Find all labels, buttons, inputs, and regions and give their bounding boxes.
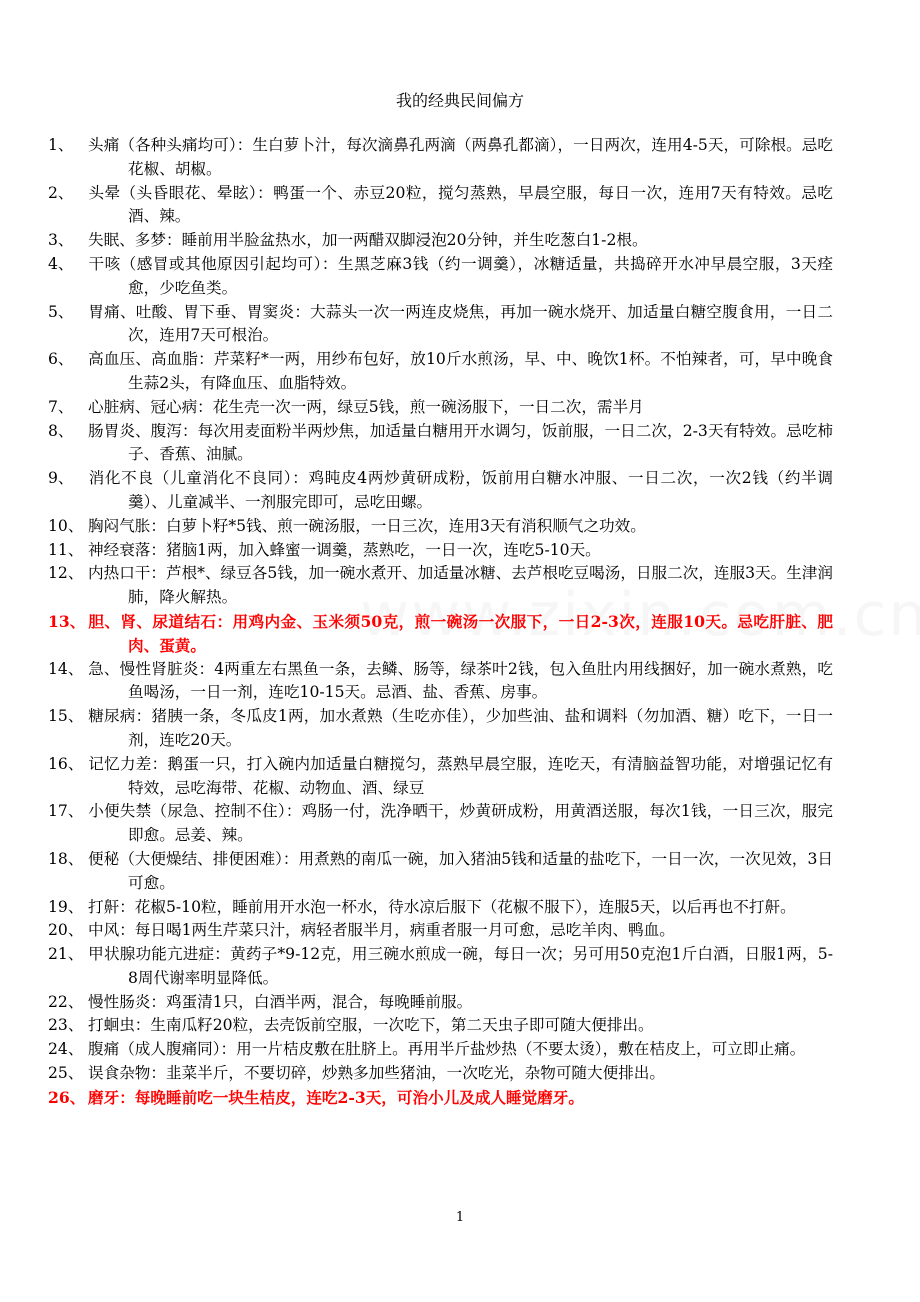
remedy-entry: 4、 干咳（感冒或其他原因引起均可）：生黑芝麻3钱（约一调羹），冰糖适量，共捣碎开水冲早晨空服，3天痊愈，少吃鱼类。: [48, 254, 833, 297]
entry-text: 胸闷气胀：白萝卜籽*5钱、煎一碗汤服，一日三次，连用3天有消积顺气之功效。: [88, 516, 646, 535]
remedy-entry: 23、 打蛔虫：生南瓜籽20粒，去壳饭前空服，一次吃下，第二天虫子即可随大便排出。: [48, 1016, 654, 1035]
remedy-entry: 2、 头晕（头昏眼花、晕眩）：鸭蛋一个、赤豆20粒，搅匀蒸熟，早晨空服，每日一次，连用7天有特效。忌吃酒、辣。: [48, 183, 833, 226]
remedy-entry: 9、 消化不良（儿童消化不良同）：鸡盹皮4两炒黄研成粉，饭前用白糖水冲服、一日二次，一次2钱（约半调羹）、儿童减半、一剂服完即可，忌吃田螺。: [48, 469, 833, 511]
entry-text: 失眠、多梦：睡前用半脸盆热水，加一两醋双脚浸泡20分钟，并生吃葱白1-2根。: [88, 231, 648, 250]
entry-text: 急、慢性肾脏炎：4两重左右黑鱼一条，去鳞、肠等，绿茶叶2钱，包入鱼肚内用线捆好，加一碗水煮熟，吃鱼喝汤，一日一剂，连吃10-15天。忌酒、盐、香蕉、房事。: [88, 659, 833, 702]
remedy-entry: 14、 急、慢性肾脏炎：4两重左右黑鱼一条，去鳞、肠等，绿茶叶2钱，包入鱼肚内用线捆好，加一碗水煮熟，吃鱼喝汤，一日一剂，连吃10-15天。忌酒、盐、香蕉、房事。: [48, 659, 833, 702]
entry-text: 慢性肠炎：鸡蛋清1只，白酒半两，混合，每晚睡前服。: [88, 992, 473, 1011]
entry-text: 打蛔虫：生南瓜籽20粒，去壳饭前空服，一次吃下，第二天虫子即可随大便排出。: [88, 1016, 654, 1035]
entry-text: 头晕（头昏眼花、晕眩）：鸭蛋一个、赤豆20粒，搅匀蒸熟，早晨空服，每日一次，连用7天有特效。忌吃酒、辣。: [88, 183, 833, 226]
remedy-entry: 21、 甲状腺功能亢进症：黄药子*9-12克，用三碗水煎成一碗，每日一次；另可用50克泡1斤白酒，日服1两，5-8周代谢率明显降低。: [48, 945, 833, 987]
remedy-entry: 1、 头痛（各种头痛均可）：生白萝卜汁，每次滴鼻孔两滴（两鼻孔都滴），一日两次，连用4-5天，可除根。忌吃花椒、胡椒。: [48, 136, 833, 178]
remedy-entry: 18、 便秘（大便燥结、排便困难）：用煮熟的南瓜一碗，加入猪油5钱和适量的盐吃下，一日一次，一次见效，3日可愈。: [48, 849, 833, 892]
remedy-entry: 19、 打鼾：花椒5-10粒，睡前用开水泡一杯水，待水凉后服下（花椒不服下），连服5天，以后再也不打鼾。: [48, 897, 796, 916]
remedy-entry: 8、 肠胃炎、腹泻：每次用麦面粉半两炒焦，加适量白糖用开水调匀，饭前服，一日二次，2-3天有特效。忌吃柿子、香蕉、油腻。: [48, 421, 833, 464]
remedy-entry: 26、 磨牙：每晚睡前吃一块生桔皮，连吃2-3天，可治小儿及成人睡觉磨牙。: [48, 1087, 584, 1107]
entry-text: 误食杂物：韭菜半斤，不要切碎，炒熟多加些猪油，一次吃光，杂物可随大便排出。: [88, 1064, 665, 1083]
entry-text: 腹痛（成人腹痛同）：用一片桔皮敷在肚脐上。再用半斤盐炒热（不要太烫），敷在桔皮上，可立即止痛。: [88, 1040, 806, 1059]
entry-text: 便秘（大便燥结、排便困难）：用煮熟的南瓜一碗，加入猪油5钱和适量的盐吃下，一日一次，一次见效，3日可愈。: [88, 849, 833, 892]
entry-text: 内热口干：芦根*、绿豆各5钱，加一碗水煮开、加适量冰糖、去芦根吃豆喝汤，日服二次，连服3天。生津润肺，降火解热。: [88, 564, 833, 607]
remedy-entry: 12、 内热口干：芦根*、绿豆各5钱，加一碗水煮开、加适量冰糖、去芦根吃豆喝汤，日服二次，连服3天。生津润肺，降火解热。: [48, 564, 833, 607]
page-title: 我的经典民间偏方: [395, 91, 524, 110]
remedy-entry: 11、 神经衰落：猪脑1两，加入蜂蜜一调羹，蒸熟吃，一日一次，连吃5-10天。: [48, 540, 601, 559]
entry-text: 甲状腺功能亢进症：黄药子*9-12克，用三碗水煎成一碗，每日一次；另可用50克泡1斤白酒，日服1两，5-8周代谢率明显降低。: [88, 945, 833, 987]
entry-text: 糖尿病：猪胰一条，冬瓜皮1两，加水煮熟（生吃亦佳），少加些油、盐和调料（勿加酒、糖）吃下，一日一剂，连吃20天。: [88, 707, 833, 749]
entry-text: 胆、肾、尿道结石：用鸡内金、玉米须50克，煎一碗汤一次服下，一日2-3次，连服10天。忌吃肝脏、肥肉、蛋黄。: [88, 611, 833, 655]
entry-text: 高血压、高血脂：芹菜籽*一两，用纱布包好，放10斤水煎汤，早、中、晚饮1杯。不怕辣者，可，早中晚食生蒜2头，有降血压、血脂特效。: [88, 350, 833, 392]
entry-text: 干咳（感冒或其他原因引起均可）：生黑芝麻3钱（约一调羹），冰糖适量，共捣碎开水冲早晨空服，3天痊愈，少吃鱼类。: [88, 254, 833, 297]
remedy-entry: 6、 高血压、高血脂：芹菜籽*一两，用纱布包好，放10斤水煎汤，早、中、晚饮1杯。不怕辣者，可，早中晚食生蒜2头，有降血压、血脂特效。: [48, 350, 833, 392]
remedy-entry: 22、 慢性肠炎：鸡蛋清1只，白酒半两，混合，每晚睡前服。: [48, 992, 473, 1011]
remedy-entry: 5、 胃痛、吐酸、胃下垂、胃窦炎：大蒜头一次一两连皮烧焦，再加一碗水烧开、加适量白糖空腹食用，一日二次，连用7天可根治。: [48, 302, 833, 345]
remedy-entry: 17、 小便失禁（尿急、控制不住）：鸡肠一付，洗净晒干，炒黄研成粉，用黄酒送服，每次1钱，一日三次，服完即愈。忌姜、辣。: [48, 802, 833, 845]
entry-text: 记忆力差：鹅蛋一只，打入碗内加适量白糖搅匀，蒸熟早晨空服，连吃天，有清脑益智功能，对增强记忆有特效，忌吃海带、花椒、动物血、酒、绿豆: [88, 754, 833, 797]
remedy-entry: 3、 失眠、多梦：睡前用半脸盆热水，加一两醋双脚浸泡20分钟，并生吃葱白1-2根。: [48, 231, 648, 250]
entry-text: 小便失禁（尿急、控制不住）：鸡肠一付，洗净晒干，炒黄研成粉，用黄酒送服，每次1钱，一日三次，服完即愈。忌姜、辣。: [88, 802, 833, 845]
entry-text: 胃痛、吐酸、胃下垂、胃窦炎：大蒜头一次一两连皮烧焦，再加一碗水烧开、加适量白糖空腹食用，一日二次，连用7天可根治。: [88, 302, 833, 345]
entry-text: 神经衰落：猪脑1两，加入蜂蜜一调羹，蒸熟吃，一日一次，连吃5-10天。: [88, 540, 601, 559]
entry-text: 中风：每日喝1两生芹菜只汁，病轻者服半月，病重者服一月可愈，忌吃羊肉、鸭血。: [88, 921, 675, 940]
entry-text: 消化不良（儿童消化不良同）：鸡盹皮4两炒黄研成粉，饭前用白糖水冲服、一日二次，一次2钱（约半调羹）、儿童减半、一剂服完即可，忌吃田螺。: [88, 469, 833, 511]
remedy-entry: 16、 记忆力差：鹅蛋一只，打入碗内加适量白糖搅匀，蒸熟早晨空服，连吃天，有清脑益智功能，对增强记忆有特效，忌吃海带、花椒、动物血、酒、绿豆: [48, 754, 833, 797]
remedy-entry: 13、 胆、肾、尿道结石：用鸡内金、玉米须50克，煎一碗汤一次服下，一日2-3次，连服10天。忌吃肝脏、肥肉、蛋黄。: [48, 611, 833, 655]
remedy-entry: 15、 糖尿病：猪胰一条，冬瓜皮1两，加水煮熟（生吃亦佳），少加些油、盐和调料（勿加酒、糖）吃下，一日一剂，连吃20天。: [48, 707, 833, 749]
entry-text: 磨牙：每晚睡前吃一块生桔皮，连吃2-3天，可治小儿及成人睡觉磨牙。: [88, 1087, 584, 1107]
remedy-entry: 10、 胸闷气胀：白萝卜籽*5钱、煎一碗汤服，一日三次，连用3天有消积顺气之功效。: [48, 516, 646, 535]
page-number: 1: [455, 1210, 465, 1225]
entry-text: 心脏病、冠心病：花生壳一次一两，绿豆5钱，煎一碗汤服下，一日二次，需半月: [88, 397, 644, 416]
remedy-entry: 24、 腹痛（成人腹痛同）：用一片桔皮敷在肚脐上。再用半斤盐炒热（不要太烫），敷在桔皮上，可立即止痛。: [48, 1040, 806, 1059]
entry-text: 头痛（各种头痛均可）：生白萝卜汁，每次滴鼻孔两滴（两鼻孔都滴），一日两次，连用4-5天，可除根。忌吃花椒、胡椒。: [88, 136, 833, 178]
remedy-entry: 25、 误食杂物：韭菜半斤，不要切碎，炒熟多加些猪油，一次吃光，杂物可随大便排出。: [48, 1064, 665, 1083]
entry-text: 肠胃炎、腹泻：每次用麦面粉半两炒焦，加适量白糖用开水调匀，饭前服，一日二次，2-3天有特效。忌吃柿子、香蕉、油腻。: [88, 421, 833, 464]
remedy-entry: 20、 中风：每日喝1两生芹菜只汁，病轻者服半月，病重者服一月可愈，忌吃羊肉、鸭血。: [48, 921, 675, 940]
entry-text: 打鼾：花椒5-10粒，睡前用开水泡一杯水，待水凉后服下（花椒不服下），连服5天，以后再也不打鼾。: [88, 897, 796, 916]
remedy-list: [48, 134, 833, 1110]
remedy-entry: 7、 心脏病、冠心病：花生壳一次一两，绿豆5钱，煎一碗汤服下，一日二次，需半月: [48, 397, 644, 416]
